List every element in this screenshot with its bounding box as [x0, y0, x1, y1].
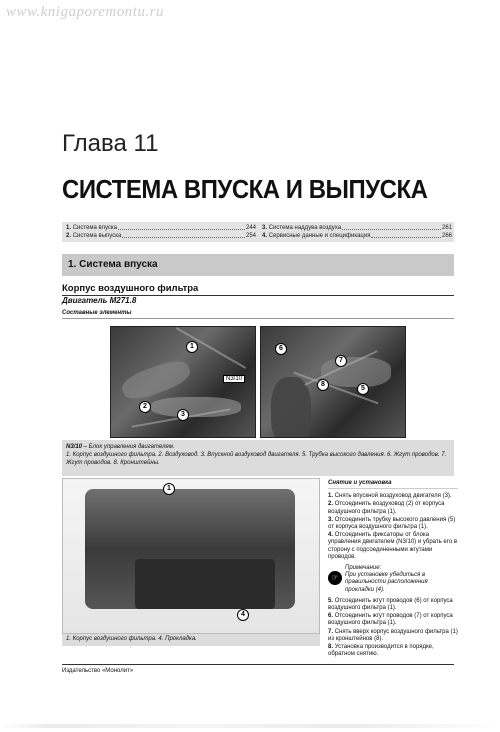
figure-caption-1 — [62, 440, 454, 476]
caption-text: – Блок управления двигателем. — [82, 444, 175, 450]
step-item: 5. Отсоединить жгут проводов (6) от корпуса воздушного фильтра (1). — [328, 597, 453, 612]
toc-label: Сервисные данные и спецификация — [268, 233, 371, 239]
toc-page: 261 — [441, 225, 452, 231]
callout-1: 1 — [163, 483, 175, 495]
toc-left-column — [66, 224, 256, 240]
toc-page: 244 — [245, 225, 256, 231]
figure-caption-2: 1. Корпус воздушного фильтра. 4. Прокладка. — [62, 634, 320, 646]
step-item: 6. Отсоединить жгут проводов (7) от корпуса воздушного фильтра (1). — [328, 613, 453, 627]
tag-n3-10: N3/10 — [223, 375, 245, 383]
callout-4: 4 — [237, 609, 249, 621]
air-filter-photo — [62, 478, 320, 634]
scan-artifact — [0, 724, 500, 728]
callout-5: 5 — [357, 383, 369, 395]
callout-7: 7 — [335, 355, 347, 367]
step-item: 8. Установка производится в порядке, обратном снятию. — [328, 644, 434, 658]
callout-3: 3 — [177, 409, 189, 421]
toc-label: Система впуска — [72, 225, 117, 231]
toc-num: 1. — [66, 225, 72, 231]
toc-item[interactable] — [66, 224, 256, 232]
table-of-contents — [62, 222, 454, 242]
toc-item[interactable] — [262, 232, 452, 240]
subsection-heading: Корпус воздушного фильтра — [62, 283, 454, 296]
chapter-label: Глава 11 — [62, 130, 159, 157]
engine-photo-right — [260, 326, 406, 438]
note-icon: ☞ — [328, 571, 342, 585]
callout-8: 8 — [317, 379, 329, 391]
caption-code: N3/10 — [66, 444, 83, 450]
toc-num: 2. — [66, 233, 72, 239]
step-item: 3. Отсоединить трубку высокого давления (5) от корпуса воздушного фильтра (1). — [328, 516, 456, 531]
toc-label: Система выпуска — [72, 233, 122, 239]
section-heading: 1. Система впуска — [62, 254, 454, 276]
engine-photo-left — [110, 326, 256, 438]
page-title: СИСТЕМА ВПУСКА И ВЫПУСКА — [62, 174, 428, 204]
toc-page: 254 — [245, 233, 256, 239]
air-filter-housing — [85, 489, 295, 609]
toc-page: 266 — [441, 233, 452, 239]
step-item: 2. Отсоединить воздуховод (2) от корпуса воздушного фильтра (1). — [328, 501, 445, 515]
step-item: 7. Снять вверх корпус воздушного фильтра (1) из кронштейнов (8). — [328, 628, 458, 642]
callout-1: 1 — [186, 341, 198, 353]
engine-label: Двигатель М271.8 — [62, 296, 137, 305]
caption-items: 1. Корпус воздушного фильтра. 2. Воздуховод. 3. Впускной воздуховод двигателя. 5. Трубка высокого давления. 6. Жгут проводов. 7. Жгут проводов. 8. Кронштейны. — [66, 452, 447, 466]
step-item: 1. Снять впускной воздуховод двигателя (3). — [328, 493, 452, 500]
footer-publisher: Издательство «Монолит» — [62, 664, 454, 674]
toc-num: 4. — [262, 233, 268, 239]
watermark: www.knigaporemontu.ru — [6, 4, 165, 20]
components-label: Составные элементы — [62, 310, 454, 319]
toc-label: Система наддува воздуха — [268, 225, 342, 231]
procedure — [328, 480, 458, 659]
note-text: При установке убедиться в правильности расположения прокладки (4). — [345, 572, 428, 593]
toc-item[interactable] — [262, 224, 452, 232]
procedure-heading: Снятие и установка — [328, 480, 458, 489]
callout-6: 6 — [275, 343, 287, 355]
note-title: Примечание: — [345, 565, 382, 572]
step-item: 4. Отсоединить фиксаторы от блока управления двигателем (N3/10) и убрать его в сторону с подсоединенными жгутами проводов. — [328, 532, 458, 560]
toc-item[interactable] — [66, 232, 256, 240]
toc-num: 3. — [262, 225, 268, 231]
toc-right-column — [262, 224, 452, 240]
note — [328, 565, 458, 594]
callout-2: 2 — [139, 401, 151, 413]
